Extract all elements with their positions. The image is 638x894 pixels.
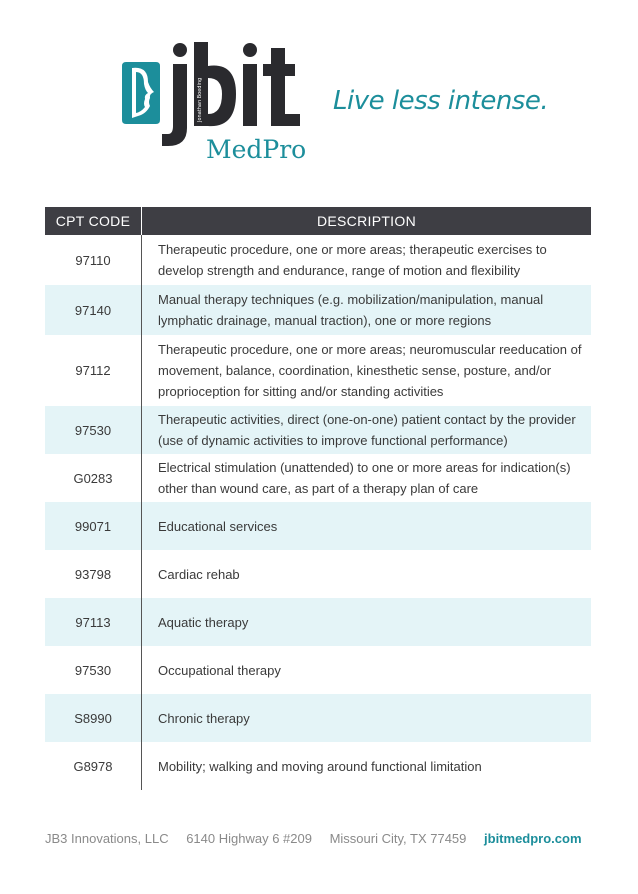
logo-letter-j	[162, 43, 187, 146]
cpt-description: Therapeutic procedure, one or more areas; neuromuscular reeducation of movement, balance, coordination, kinesthetic sense, posture, and/or proprioception for sitting and/or standing activities	[158, 342, 582, 399]
header-cpt-code: CPT CODE	[45, 207, 142, 235]
jbit-logo	[118, 38, 328, 163]
cpt-code: 99071	[45, 502, 142, 550]
cpt-table	[45, 207, 591, 790]
cpt-code: G8978	[45, 742, 142, 790]
footer-city: Missouri City, TX 77459	[329, 831, 467, 846]
cpt-code: 97113	[45, 598, 142, 646]
table-row	[45, 742, 591, 790]
footer-address: 6140 Highway 6 #209	[186, 831, 312, 846]
cpt-code: 97110	[45, 235, 142, 285]
table-header-row	[45, 207, 591, 235]
logo-vertical-text: Jonathan Boeding	[197, 77, 203, 122]
footer-website-link[interactable]: jbitmedpro.com	[484, 831, 582, 846]
cpt-description: Therapeutic procedure, one or more areas; therapeutic exercises to develop strength and endurance, range of motion and flexibility	[158, 242, 547, 278]
page-header	[0, 0, 638, 200]
cpt-description: Therapeutic activities, direct (one-on-one) patient contact by the provider (use of dynamic activities to improve functional performance)	[142, 406, 592, 454]
cpt-code: 97530	[45, 406, 142, 454]
table-row	[45, 235, 591, 285]
cpt-code: S8990	[45, 694, 142, 742]
table-row	[45, 598, 591, 646]
cpt-description: Manual therapy techniques (e.g. mobilization/manipulation, manual lymphatic drainage, manual traction), one or more regions	[142, 285, 592, 335]
logo-letter-i	[243, 43, 257, 126]
cpt-description: Mobility; walking and moving around functional limitation	[158, 758, 482, 774]
cpt-code: G0283	[45, 454, 142, 502]
table-row	[45, 694, 591, 742]
cpt-description: Electrical stimulation (unattended) to one or more areas for indication(s) other than wound care, as part of a therapy plan of care	[158, 460, 571, 496]
table-row	[45, 406, 591, 454]
table-row	[45, 335, 591, 406]
cpt-code: 97140	[45, 285, 142, 335]
logo-letter-t	[263, 48, 300, 126]
cpt-code: 97112	[45, 335, 142, 406]
footer-company: JB3 Innovations, LLC	[45, 831, 169, 846]
header-description: DESCRIPTION	[142, 207, 592, 235]
tagline: Live less intense.	[333, 86, 549, 116]
face-icon	[122, 62, 160, 124]
table-row	[45, 646, 591, 694]
cpt-description: Aquatic therapy	[142, 598, 592, 646]
cpt-code: 97530	[45, 646, 142, 694]
table-row	[45, 454, 591, 502]
cpt-description: Chronic therapy	[142, 694, 592, 742]
cpt-description: Occupational therapy	[158, 662, 281, 678]
cpt-description: Cardiac rehab	[158, 566, 240, 582]
logo-medpro: MedPro	[206, 135, 307, 163]
page-footer	[45, 831, 605, 846]
cpt-code: 93798	[45, 550, 142, 598]
table-row	[45, 550, 591, 598]
cpt-description: Educational services	[142, 502, 592, 550]
table-row	[45, 285, 591, 335]
logo-letter-b	[194, 42, 236, 126]
table-row	[45, 502, 591, 550]
